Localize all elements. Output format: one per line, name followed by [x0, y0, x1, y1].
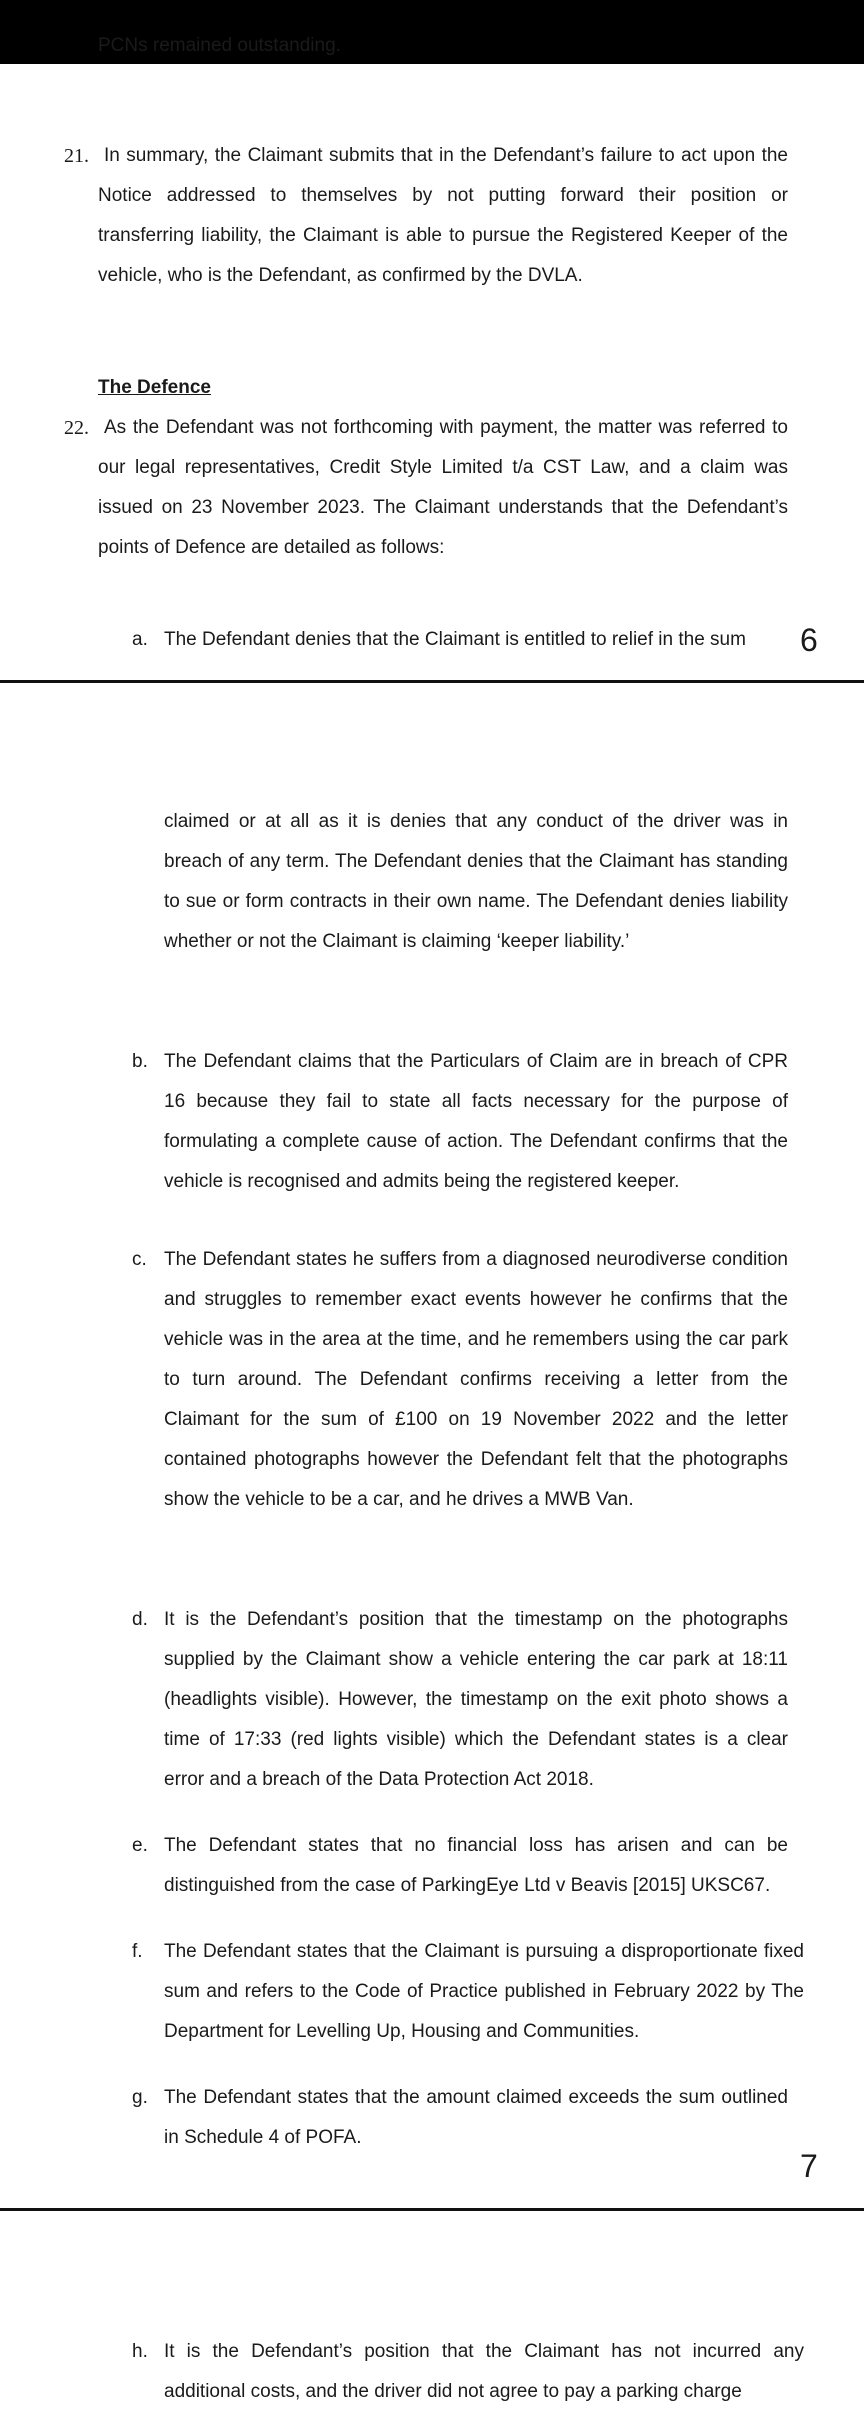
item-label-a: a.	[132, 629, 148, 650]
item-label-e: e.	[132, 1835, 148, 1856]
item-label-g: g.	[132, 2087, 148, 2108]
item-g-text: The Defendant states that the amount claimed exceeds the sum outlined in Schedule 4 of POFA.	[164, 2087, 788, 2148]
paragraph-number-22: 22.	[64, 417, 89, 439]
item-c-text: The Defendant states he suffers from a diagnosed neurodiverse condition and struggles to remember exact events however he confirms that the vehicle was in the area at the time, and he remembers using the car park to turn around. The Defendant confirms receiving a letter from the Claimant for the sum of £100 on 19 November 2022 and the letter contained photographs however the Defendant felt that the photographs show the vehicle to be a car, and he drives a MWB Van.	[164, 1249, 788, 1510]
page-number-7: 7	[800, 2148, 818, 2184]
page-number-6: 6	[800, 622, 818, 658]
item-a-text-start: The Defendant denies that the Claimant is entitled to relief in the sum	[164, 629, 746, 650]
paragraph-21-text: In summary, the Claimant submits that in the Defendant’s failure to act upon the Notice addressed to themselves by not putting forward their position or transferring liability, the Claimant is able to pursue the Registered Keeper of the vehicle, who is the Defendant, as confirmed by the DVLA.	[98, 145, 788, 286]
item-b-text: The Defendant claims that the Particulars of Claim are in breach of CPR 16 because they fail to state all facts necessary for the purpose of formulating a complete cause of action. The Defendant confirms that the vehicle is recognised and admits being the registered keeper.	[164, 1051, 788, 1192]
item-label-c: c.	[132, 1249, 147, 1270]
item-d-text: It is the Defendant’s position that the timestamp on the photographs supplied by the Claimant show a vehicle entering the car park at 18:11 (headlights visible). However, the timestamp on the exit photo shows a time of 17:33 (red lights visible) which the Defendant states is a clear error and a breach of the Data Protection Act 2018.	[164, 1609, 788, 1790]
item-label-h: h.	[132, 2341, 148, 2362]
partial-line-clip	[98, 35, 798, 86]
item-label-f: f.	[132, 1941, 143, 1962]
page-break-line	[0, 2208, 864, 2211]
item-label-b: b.	[132, 1051, 148, 1072]
item-f-text: The Defendant states that the Claimant is pursuing a disproportionate fixed sum and refers to the Code of Practice published in February 2022 by The Department for Levelling Up, Housing and Communities.	[164, 1941, 804, 2042]
paragraph-22-text: As the Defendant was not forthcoming with payment, the matter was referred to our legal representatives, Credit Style Limited t/a CST Law, and a claim was issued on 23 November 2023. The Claimant understands that the Defendant’s points of Defence are detailed as follows:	[98, 417, 788, 558]
item-label-d: d.	[132, 1609, 148, 1630]
section-heading-the-defence: The Defence	[98, 377, 211, 398]
item-h-text: It is the Defendant’s position that the Claimant has not incurred any additional costs, and the driver did not agree to pay a parking charge	[164, 2341, 804, 2402]
paragraph-number-21: 21.	[64, 145, 89, 167]
partial-line: PCNs remained outstanding.	[98, 35, 341, 56]
item-a-text-continued: claimed or at all as it is denies that any conduct of the driver was in breach of any term. The Defendant denies that the Claimant has standing to sue or form contracts in their own name. The Defendant denies liability whether or not the Claimant is claiming ‘keeper liability.’	[164, 811, 788, 952]
item-e-text: The Defendant states that no financial loss has arisen and can be distinguished from the case of ParkingEye Ltd v Beavis [2015] UKSC67.	[164, 1835, 788, 1896]
page-break-line	[0, 680, 864, 683]
